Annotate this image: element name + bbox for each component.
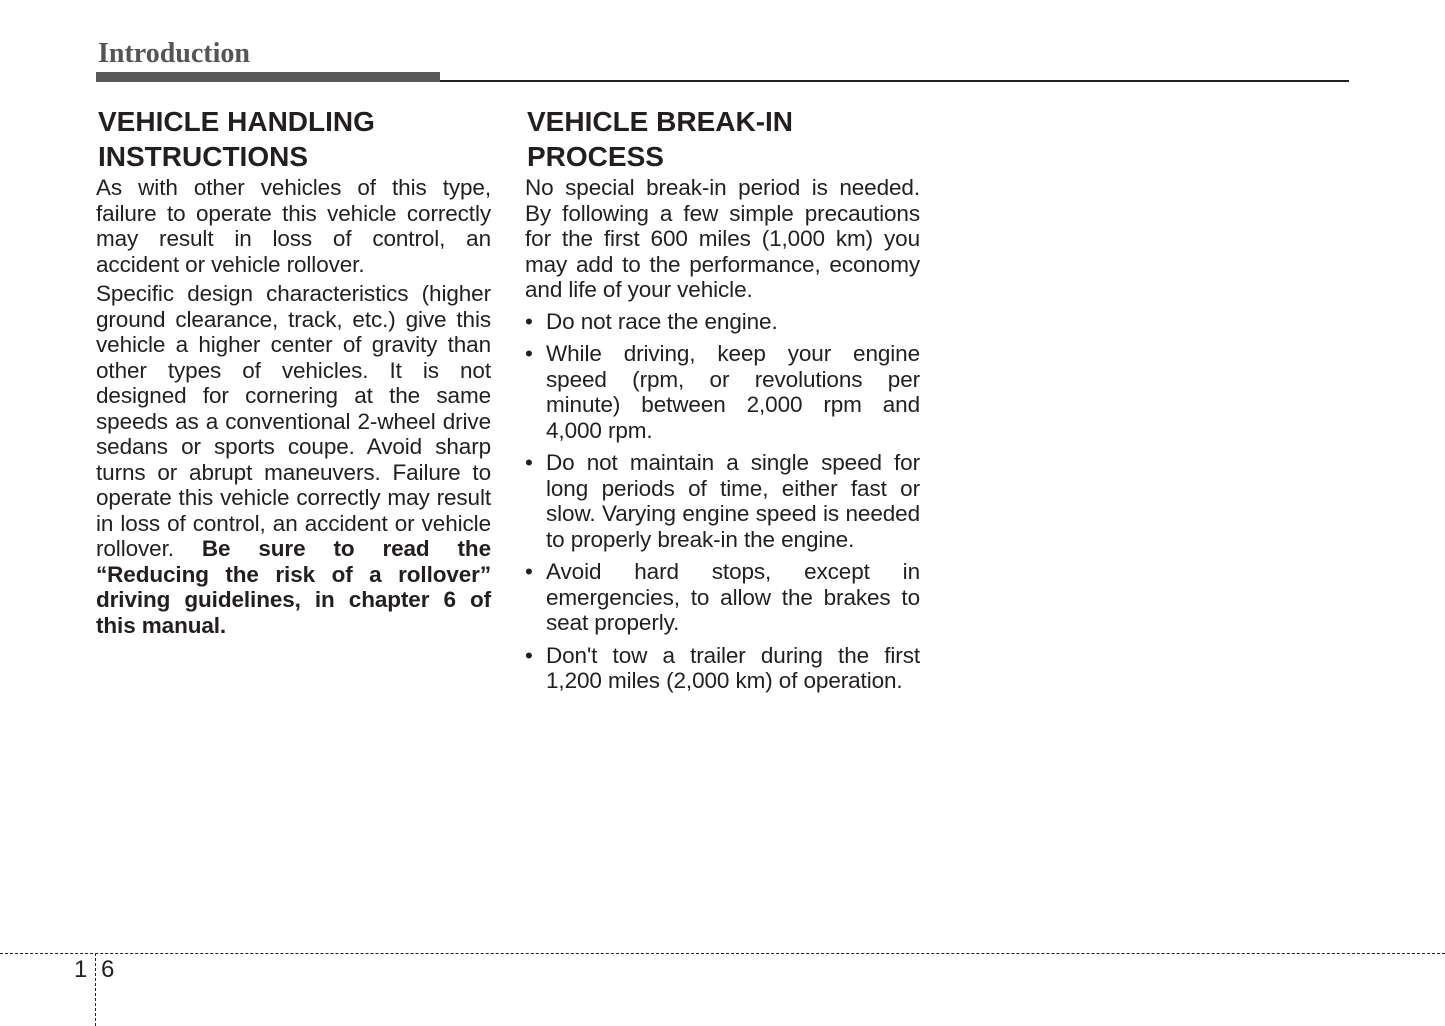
vehicle-handling-paragraph-2-text: Specific design characteristics (higher ground clearance, track, etc.) give this vehicle a higher center of gravity than other types of vehicles. It is not designed for cornering at the same speeds as a conventional 2-wheel drive sedans or sports coupe. Avoid sharp turns or abrupt maneuvers. Failure to operate this vehicle correctly may result in loss of control, an accident or vehicle rollover. [96, 281, 491, 561]
bullet-item [525, 643, 920, 694]
footer-dashed-divider [95, 953, 96, 1026]
bullet-icon: • [525, 450, 533, 475]
bullet-item [525, 341, 920, 443]
header-rule-thin [440, 80, 1349, 82]
chapter-number: 1 [74, 956, 88, 983]
page-number: 6 [101, 956, 115, 983]
bullet-item [525, 309, 920, 335]
bullet-item [525, 559, 920, 636]
bullet-text: Do not maintain a single speed for long periods of time, either fast or slow. Varying engine speed is needed to properly break-in the engine. [546, 450, 920, 552]
vehicle-handling-paragraph-1: As with other vehicles of this type, failure to operate this vehicle correctly may result in loss of control, an accident or vehicle rollover. [96, 175, 491, 277]
vehicle-break-in-heading [527, 104, 920, 174]
break-in-intro-paragraph: No special break-in period is needed. By following a few simple precautions for the first 600 miles (1,000 km) you may add to the performance, economy and life of your vehicle. [525, 175, 920, 302]
break-in-bullet-list [525, 309, 920, 694]
bullet-icon: • [525, 559, 533, 584]
bullet-item [525, 450, 920, 552]
bullet-icon: • [525, 341, 533, 366]
vehicle-handling-heading [98, 104, 491, 174]
footer-dashed-rule [0, 953, 1445, 954]
vehicle-handling-heading-line2: INSTRUCTIONS [98, 141, 308, 172]
vehicle-handling-paragraph-2 [96, 281, 491, 638]
section-header-title: Introduction [98, 38, 250, 69]
right-column [525, 104, 920, 701]
bullet-icon: • [525, 642, 533, 668]
header-rule-thick [96, 72, 440, 82]
bullet-text: While driving, keep your engine speed (rpm, or revolutions per minute) between 2,000 rpm and 4,000 rpm. [546, 341, 920, 443]
bullet-text: Do not race the engine. [546, 308, 778, 334]
bullet-icon: • [525, 308, 533, 334]
left-column [96, 104, 491, 642]
rollover-guidelines-notice: Be sure to read the “Reducing the risk of a rollover” driving guidelines, in chapter 6 of this manual. [96, 536, 491, 638]
vehicle-break-in-heading-line1: VEHICLE BREAK-IN [527, 106, 794, 137]
bullet-text: Avoid hard stops, except in emergencies, to allow the brakes to seat properly. [546, 559, 920, 635]
bullet-text: Don't tow a trailer during the first 1,200 miles (2,000 km) of operation. [546, 642, 920, 693]
vehicle-handling-heading-line1: VEHICLE HANDLING [98, 106, 375, 137]
vehicle-break-in-heading-line2: PROCESS [527, 141, 664, 172]
